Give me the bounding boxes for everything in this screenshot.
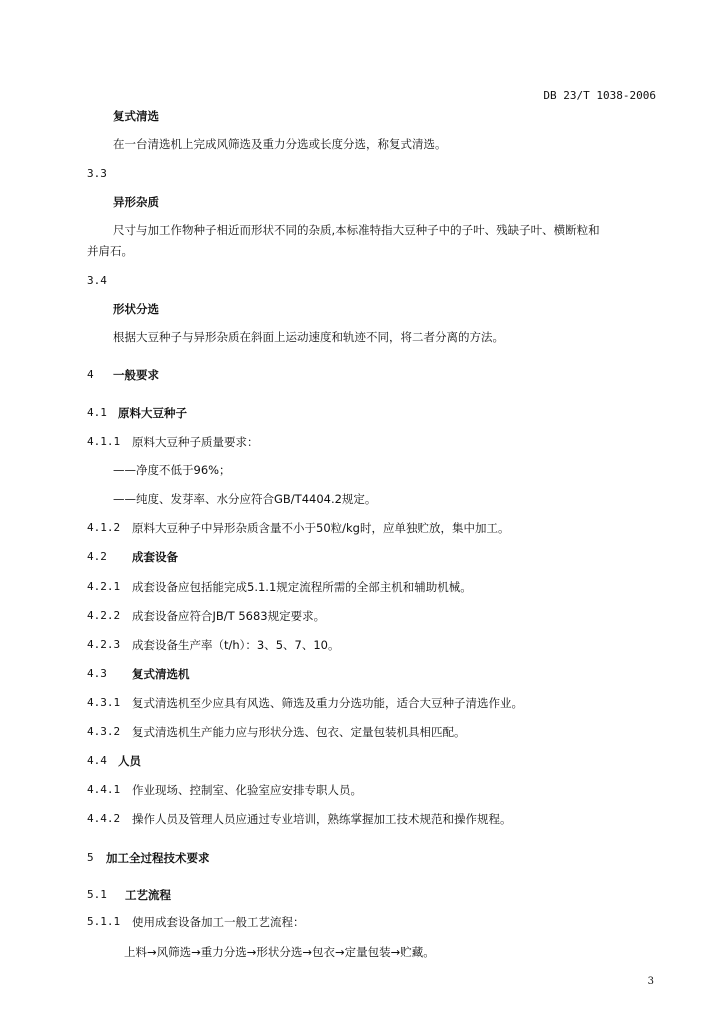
page-number: 3	[647, 976, 654, 987]
section-number: 4.4.1	[87, 783, 121, 796]
section-title: 原料大豆种子	[118, 406, 187, 420]
section-title: 异形杂质	[113, 195, 159, 209]
paragraph-line: 根据大豆种子与异形杂质在斜面上运动速度和轨迹不同，将二者分离的方法。	[113, 330, 504, 344]
paragraph-line: 上料→风筛选→重力分选→形状分选→包衣→定量包装→贮藏。	[124, 945, 435, 959]
paragraph-line: 在一台清选机上完成风筛选及重力分选或长度分选，称复式清选。	[113, 137, 447, 151]
section-number: 4.2.2	[87, 609, 121, 622]
section-number: 5	[87, 851, 94, 864]
section-number: 4.4	[87, 754, 107, 767]
section-title: 人员	[118, 754, 141, 768]
section-number: 4.3.2	[87, 725, 121, 738]
section-title: 工艺流程	[125, 888, 171, 902]
paragraph-line: ——纯度、发芽率、水分应符合GB/T4404.2规定。	[113, 492, 377, 506]
section-number: 4.3	[87, 667, 107, 680]
paragraph-line: 尺寸与加工作物种子相近而形状不同的杂质,本标准特指大豆种子中的子叶、残缺子叶、横断粒和	[113, 223, 600, 237]
paragraph-line: 使用成套设备加工一般工艺流程：	[132, 915, 305, 929]
section-number: 4.1.2	[87, 521, 121, 534]
section-number: 4	[87, 368, 94, 381]
paragraph-line: 作业现场、控制室、化验室应安排专职人员。	[132, 783, 362, 797]
section-number: 4.2	[87, 550, 107, 563]
paragraph-line: 成套设备应符合JB/T 5683规定要求。	[132, 609, 326, 623]
paragraph-line: 成套设备应包括能完成5.1.1规定流程所需的全部主机和辅助机械。	[132, 580, 472, 594]
section-title: 复式清选	[113, 109, 159, 123]
section-title: 加工全过程技术要求	[106, 851, 210, 865]
section-number: 4.4.2	[87, 812, 121, 825]
section-number: 3.4	[87, 274, 107, 287]
section-number: 4.2.3	[87, 638, 121, 651]
section-title: 形状分选	[113, 302, 159, 316]
section-number: 4.3.1	[87, 696, 121, 709]
paragraph-line: 原料大豆种子中异形杂质含量不小于50粒/kg时，应单独贮放，集中加工。	[132, 521, 510, 535]
section-number: 3.3	[87, 167, 107, 180]
section-title: 复式清选机	[132, 667, 190, 681]
paragraph-line: 原料大豆种子质量要求：	[132, 435, 259, 449]
section-title: 成套设备	[132, 550, 178, 564]
standard-number-header: DB 23/T 1038-2006	[543, 89, 656, 102]
paragraph-line: 复式清选机至少应具有风选、筛选及重力分选功能，适合大豆种子清选作业。	[132, 696, 523, 710]
paragraph-line: 并肩石。	[87, 244, 133, 258]
section-number: 4.2.1	[87, 580, 121, 593]
section-number: 5.1	[87, 888, 107, 901]
paragraph-line: 操作人员及管理人员应通过专业培训，熟练掌握加工技术规范和操作规程。	[132, 812, 512, 826]
paragraph-line: 成套设备生产率（t/h）：3、5、7、10。	[132, 638, 340, 652]
paragraph-line: 复式清选机生产能力应与形状分选、包衣、定量包装机具相匹配。	[132, 725, 466, 739]
paragraph-line: ——净度不低于96%；	[113, 463, 231, 477]
section-title: 一般要求	[113, 368, 159, 382]
section-number: 5.1.1	[87, 915, 121, 928]
section-number: 4.1	[87, 406, 107, 419]
section-number: 4.1.1	[87, 435, 121, 448]
